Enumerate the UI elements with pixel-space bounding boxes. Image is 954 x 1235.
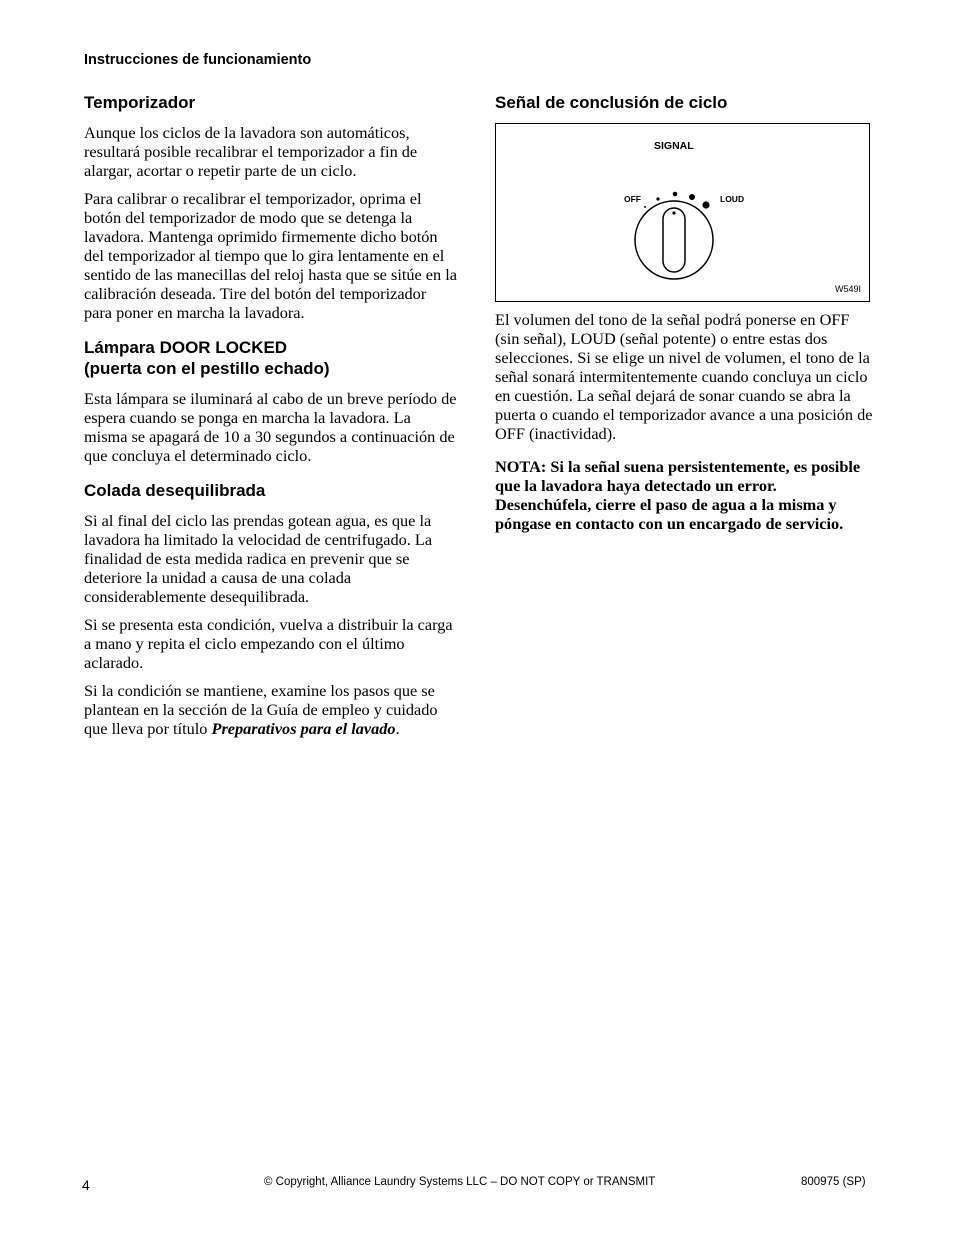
loud-label: LOUD [720, 194, 745, 204]
dial-pointer [672, 211, 675, 214]
section-lampara [84, 337, 458, 465]
section-temporizador [84, 92, 458, 322]
level-dot [644, 206, 646, 208]
paragraph [84, 681, 458, 738]
document-number: 800975 (SP) [801, 1176, 866, 1188]
emphasis: Preparativos para el lavado [211, 719, 396, 738]
text-run: Si la condición se mantiene, examine los pasos que se plantean en la sección de la Guía de empleo y cuidado que lleva por título [84, 681, 438, 738]
right-column [495, 92, 873, 542]
dial-knob [663, 208, 685, 272]
page-number: 4 [82, 1177, 90, 1193]
heading-lampara [84, 337, 458, 379]
paragraph: Esta lámpara se iluminará al cabo de un breve período de espera cuando se ponga en marcha la lavadora. La misma se apagará de 10 a 30 segundos a continuación de que concluya el determinado ciclo. [84, 389, 457, 465]
note-paragraph: NOTA: Si la señal suena persistentemente, es posible que la lavadora haya detectado un error. Desenchúfela, cierre el paso de agua a la misma y póngase en contacto con un encargado de servicio. [495, 457, 861, 533]
paragraph: Para calibrar o recalibrar el temporizador, oprima el botón del temporizador de modo que se detenga la lavadora. Mantenga oprimido firmemente dicho botón del temporizador al tiempo que lo gira lentamente en el sentido de las manecillas del reloj hasta que se sitúe en la calibración deseada. Tire del botón del temporizador para poner en marcha la lavadora. [84, 189, 457, 322]
paragraph: Si se presenta esta condición, vuelva a distribuir la carga a mano y repita el ciclo empezando con el último aclarado. [84, 615, 453, 672]
heading-line: Lámpara DOOR LOCKED [84, 338, 288, 357]
level-dot [673, 192, 678, 197]
copyright-notice: © Copyright, Alliance Laundry Systems LLC – DO NOT COPY or TRANSMIT [264, 1176, 656, 1188]
left-column [84, 92, 458, 753]
level-dot [656, 197, 659, 200]
signal-label: SIGNAL [654, 140, 694, 152]
paragraph: El volumen del tono de la señal podrá ponerse en OFF (sin señal), LOUD (señal potente) o entre estas dos selecciones. Si se elige un nivel de volumen, el tono de la señal sonará intermitentemente cuando concluya un ciclo en cuestión. La señal dejará de sonar cuando se abra la puerta o cuando el temporizador avance a una posición de OFF (inactividad). [495, 310, 873, 443]
signal-dial-figure [495, 123, 870, 302]
heading-senal: Señal de conclusión de ciclo [495, 93, 728, 112]
heading-colada: Colada desequilibrada [84, 481, 266, 500]
heading-temporizador: Temporizador [84, 93, 196, 112]
figure-code: W549I [834, 284, 861, 294]
off-label: OFF [624, 194, 641, 204]
text-run: . [395, 719, 400, 738]
level-dot [689, 194, 695, 200]
level-dot [702, 201, 709, 208]
running-header: Instrucciones de funcionamiento [84, 52, 312, 68]
paragraph: Si al final del ciclo las prendas gotean agua, es que la lavadora ha limitado la velocidad de centrifugado. La finalidad de esta medida radica en prevenir que se deteriore la unidad a causa de una colada considerablemente desequilibrada. [84, 511, 433, 606]
section-colada [84, 480, 458, 738]
paragraph: Aunque los ciclos de la lavadora son automáticos, resultará posible recalibrar el temporizador a fin de alargar, acortar o repetir parte de un ciclo. [84, 123, 418, 180]
heading-line: (puerta con el pestillo echado) [84, 359, 330, 378]
